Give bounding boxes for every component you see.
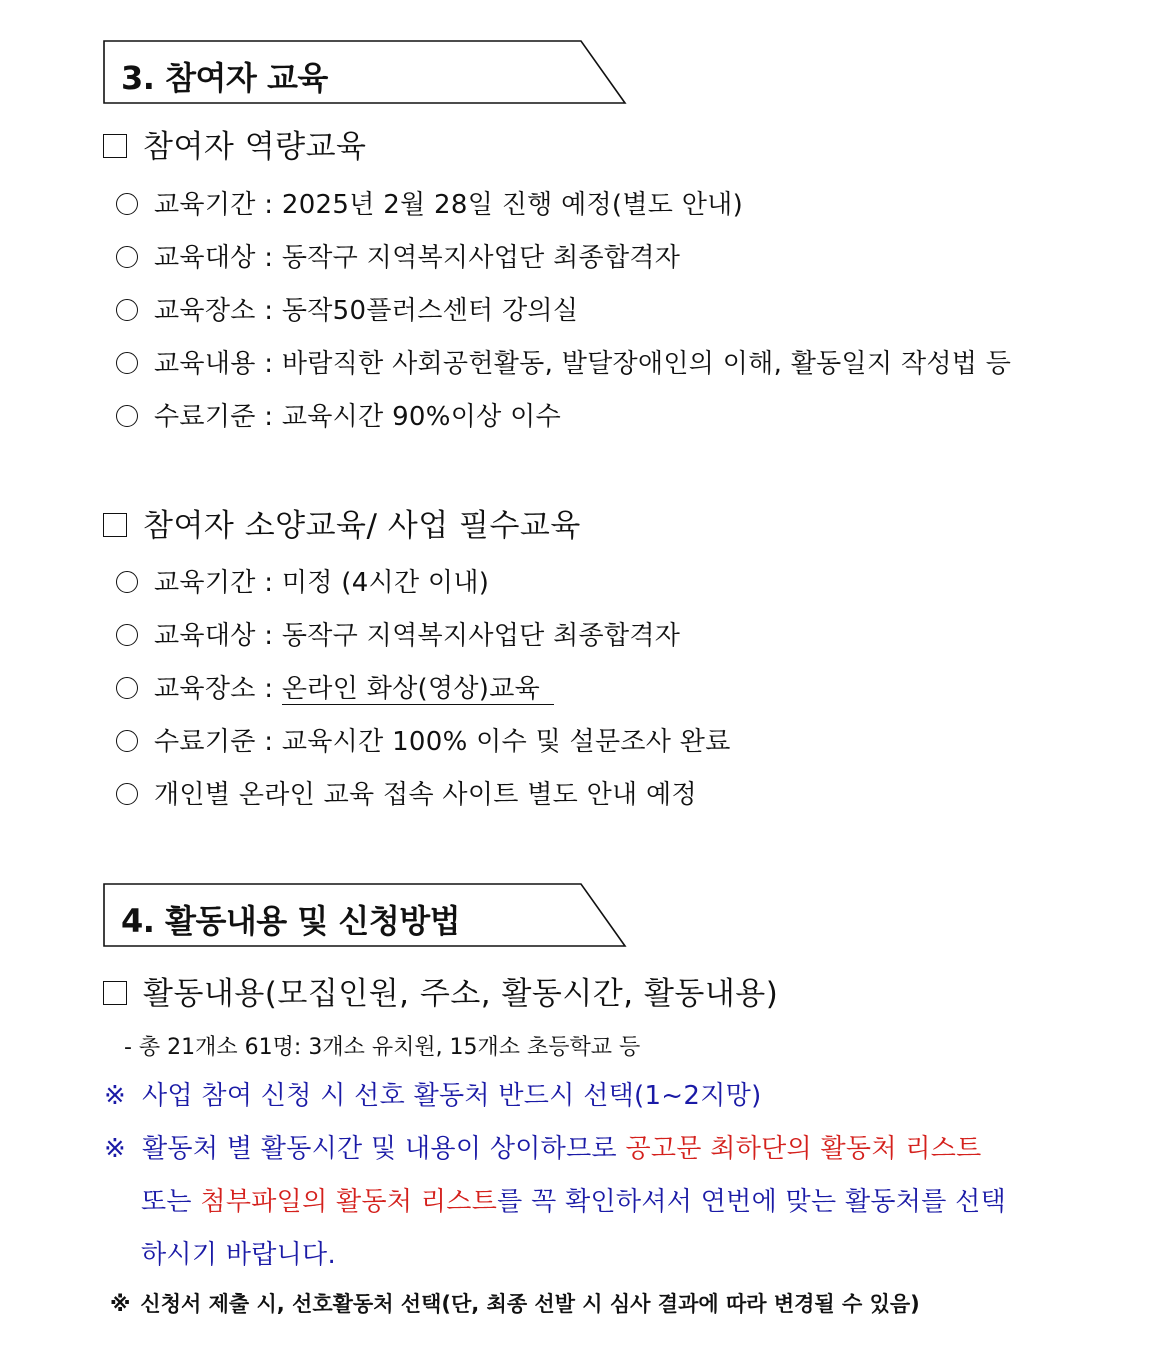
square-bullet-icon: [103, 134, 127, 158]
list-item: 교육장소 : 동작50플러스센터 강의실: [116, 290, 578, 327]
circle-bullet-icon: [116, 677, 138, 699]
reference-mark-icon: ※: [104, 1081, 127, 1111]
highlight-red: 첨부파일의 활동처 리스트: [200, 1187, 498, 1217]
square-bullet-icon: [103, 981, 127, 1005]
note-3: ※ 신청서 제출 시, 선호활동처 선택(단, 최종 선발 시 심사 결과에 따라 변경될 수 있음): [110, 1292, 920, 1316]
summary-line: - 총 21개소 61명: 3개소 유치원, 15개소 초등학교 등: [124, 1035, 641, 1060]
section-3-title: 3. 참여자 교육: [121, 59, 328, 97]
block-2-title: 참여자 소양교육/ 사업 필수교육: [103, 500, 581, 545]
note-2: ※ 활동처 별 활동시간 및 내용이 상이하므로 공고문 최하단의 활동처 리스트: [104, 1134, 982, 1164]
section-4-heading: [103, 883, 627, 947]
circle-bullet-icon: [116, 783, 138, 805]
reference-mark-icon: ※: [110, 1292, 131, 1316]
list-item: 수료기준 : 교육시간 90%이상 이수: [116, 396, 561, 433]
circle-bullet-icon: [116, 624, 138, 646]
note-2-line-2: 또는 첨부파일의 활동처 리스트를 꼭 확인하셔서 연번에 맞는 활동처를 선택: [141, 1187, 1007, 1217]
list-item: 교육대상 : 동작구 지역복지사업단 최종합격자: [116, 615, 680, 652]
list-item: 교육내용 : 바람직한 사회공헌활동, 발달장애인의 이해, 활동일지 작성법 등: [116, 343, 1011, 380]
circle-bullet-icon: [116, 193, 138, 215]
list-item: 교육기간 : 미정 (4시간 이내): [116, 562, 489, 599]
circle-bullet-icon: [116, 571, 138, 593]
online-place-value: 온라인 화상(영상)교육: [282, 674, 554, 705]
circle-bullet-icon: [116, 299, 138, 321]
circle-bullet-icon: [116, 246, 138, 268]
block-1-title: 참여자 역량교육: [103, 121, 366, 166]
section-4-title: 4. 활동내용 및 신청방법: [121, 902, 461, 940]
circle-bullet-icon: [116, 352, 138, 374]
section-3-heading: [103, 40, 627, 104]
note-2-line-3: 하시기 바랍니다.: [141, 1240, 337, 1270]
highlight-red: 공고문 최하단의 활동처 리스트: [625, 1134, 982, 1164]
list-item: 개인별 온라인 교육 접속 사이트 별도 안내 예정: [116, 774, 697, 811]
list-item: 교육기간 : 2025년 2월 28일 진행 예정(별도 안내): [116, 184, 743, 221]
note-1: ※ 사업 참여 신청 시 선호 활동처 반드시 선택(1~2지망): [104, 1081, 762, 1111]
circle-bullet-icon: [116, 730, 138, 752]
list-item: 교육대상 : 동작구 지역복지사업단 최종합격자: [116, 237, 680, 274]
activity-title: 활동내용(모집인원, 주소, 활동시간, 활동내용): [103, 968, 778, 1013]
square-bullet-icon: [103, 513, 127, 537]
list-item: 수료기준 : 교육시간 100% 이수 및 설문조사 완료: [116, 721, 731, 758]
circle-bullet-icon: [116, 405, 138, 427]
list-item: 교육장소 : 온라인 화상(영상)교육: [116, 668, 554, 705]
reference-mark-icon: ※: [104, 1134, 127, 1164]
